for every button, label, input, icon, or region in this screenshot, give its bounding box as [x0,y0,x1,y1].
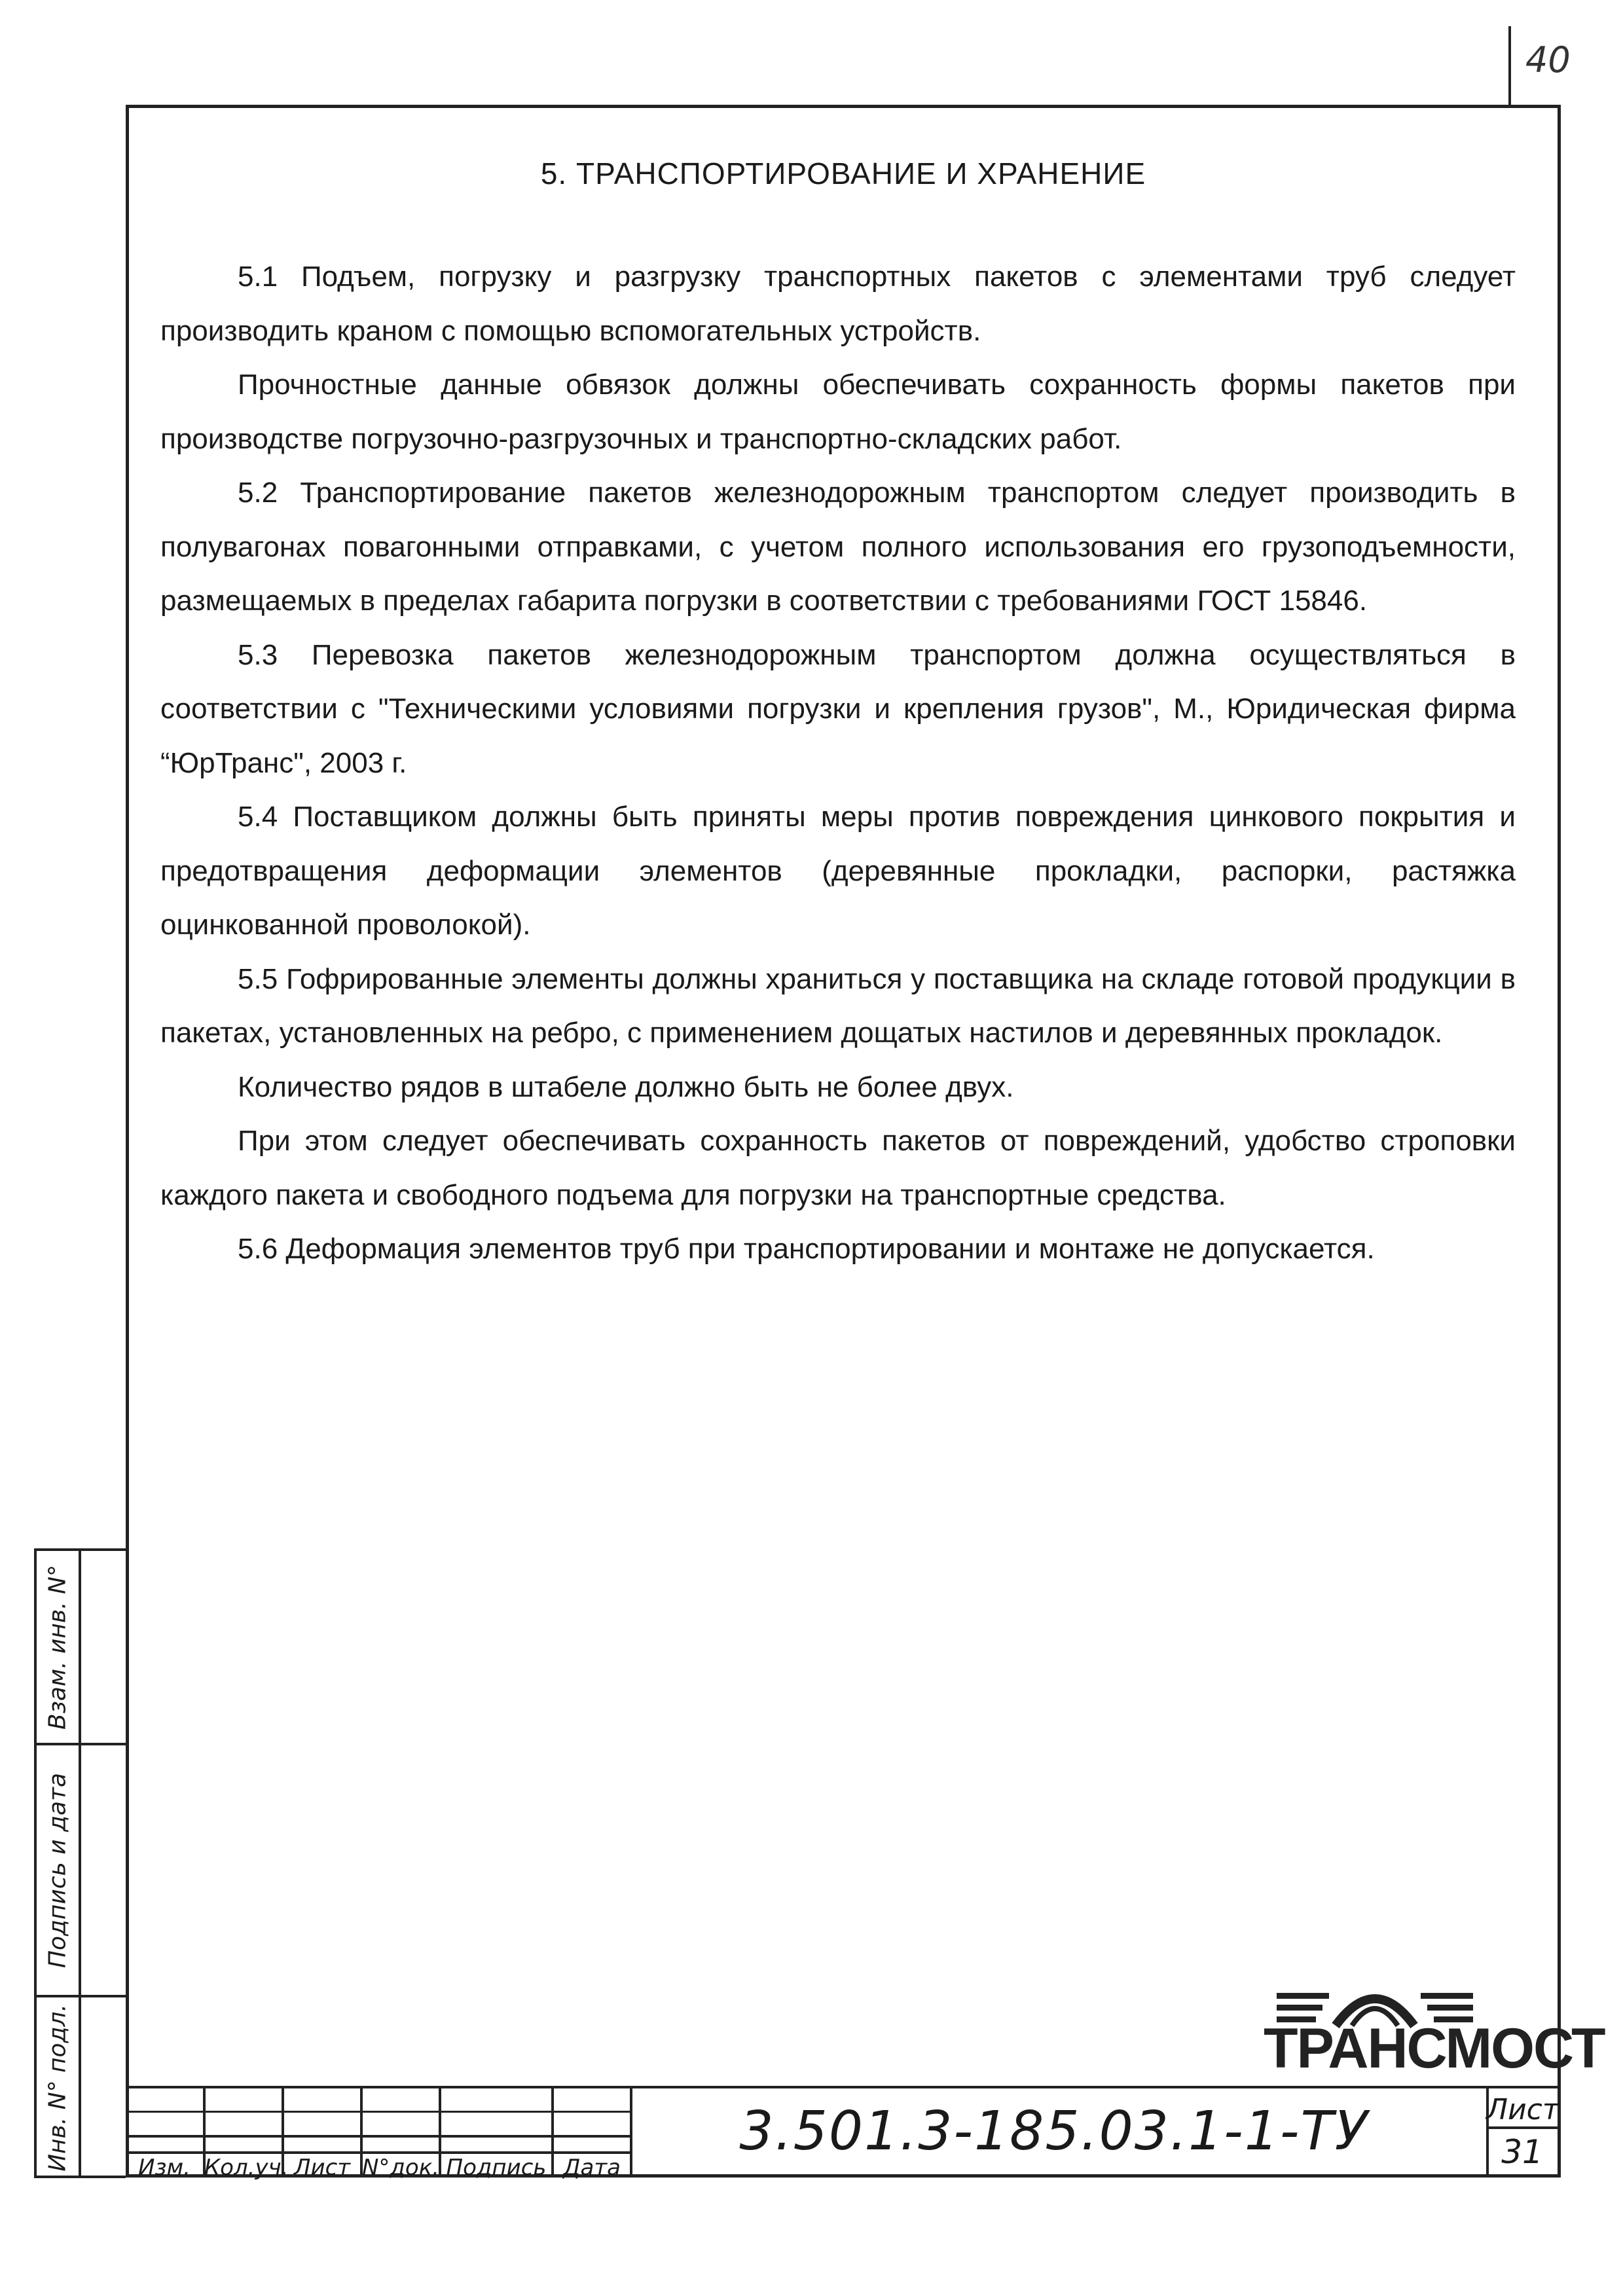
side-cell-vzam [37,1551,128,1745]
side-cell-inv [37,1997,128,2178]
column-izm: Изм. [138,2155,191,2181]
page-number: 40 [1525,39,1571,81]
section-title: 5. ТРАНСПОРТИРОВАНИЕ И ХРАНЕНИЕ [540,156,1146,191]
paragraph-rows: Количество рядов в штабеле должно быть не более двух. [238,1070,1014,1103]
paragraph-5-6: 5.6 Деформация элементов труб при транспортировании и монтаже не допускается. [238,1233,1375,1265]
side-cell-podpis [37,1745,128,1997]
side-stamp-column [34,1548,126,2178]
column-kol-uch: Кол.уч. [204,2155,289,2181]
sheet-number: 31 [1501,2133,1543,2171]
side-label-vzam: Взам. инв. N° [44,1564,71,1730]
paragraph-5-4: 5.4 Поставщиком должны быть приняты меры против повреждения цинкового покрытия и предотвращения деформации элементов (деревянные прокладки, распорки, растяжка оцинкованной проволокой). [160,801,1516,941]
sheet-label: Лист [1486,2093,1559,2126]
logo-text: ТРАНСМОСТ [1264,2017,1605,2080]
paragraph-5-5: 5.5 Гофрированные элементы должны храниться у поставщика на складе готовой продукции в пакетах, установленных на ребро, с применением дощатых настилов и деревянных прокладок. [160,962,1516,1049]
side-label-inv: Инв. N° подл. [44,2004,71,2172]
column-n-dok: N°док. [361,2155,440,2181]
paragraph-strength: Прочностные данные обвязок должны обеспечивать сохранность формы пакетов при производстве погрузочно-разгрузочных и транспортно-складских работ. [160,369,1516,455]
paragraph-5-2: 5.2 Транспортирование пакетов железнодорожным транспортом следует производить в полувагонах повагонными отправками, с учетом полного использования его грузоподъемности, размещаемых в пределах габарита погрузки в соответствии с требованиями ГОСТ 15846. [160,477,1516,617]
paragraph-safety: При этом следует обеспечивать сохранность пакетов от повреждений, удобство строповки каждого пакета и свободного подъема для погрузки на транспортные средства. [160,1125,1516,1211]
document-code: 3.501.3-185.03.1-1-ТУ [739,2100,1369,2162]
paragraph-5-1: 5.1 Подъем, погрузку и разгрузку транспортных пакетов с элементами труб следует производить краном с помощью вспомогательных устройств. [160,261,1516,347]
column-data: Дата [562,2155,621,2181]
column-podpis: Подпись [446,2155,547,2181]
column-list: Лист [293,2155,351,2181]
body-text [160,250,1516,1277]
paragraph-5-3: 5.3 Перевозка пакетов железнодорожным транспортом должна осуществляться в соответствии с "Техническими условиями погрузки и крепления грузов", М., Юридическая фирма “ЮрТранс", 2003 г. [160,638,1516,779]
transmost-logo [1264,1978,1605,2083]
side-label-podpis: Подпись и дата [44,1772,71,1968]
